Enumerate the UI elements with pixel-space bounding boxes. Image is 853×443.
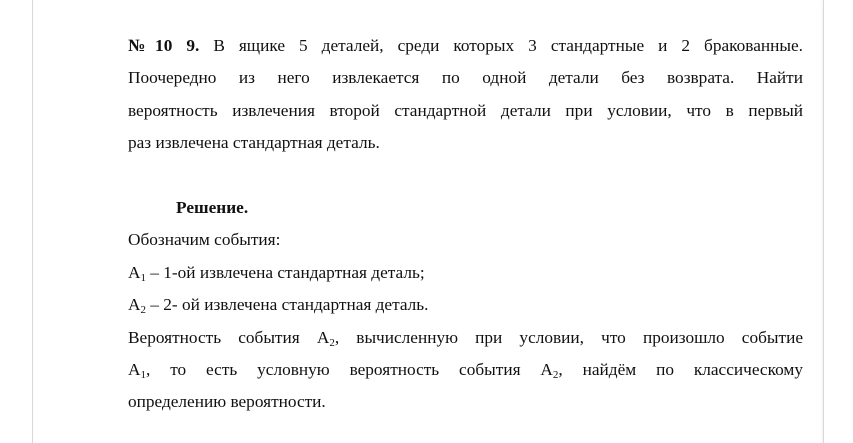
problem-line-2: Поочередно из него извлекается по одной детали без возврата. Найти: [128, 68, 803, 88]
document-text: [128, 30, 803, 419]
problem-number: №10 9.: [128, 36, 200, 55]
document-page[interactable]: [33, 0, 823, 443]
event-1-text: – 1-ой извлечена стандартная деталь;: [145, 262, 425, 282]
prob-line-2-sub-2: 2: [552, 369, 559, 382]
event-2: [128, 289, 803, 321]
prob-line-2-sub-1: 1: [140, 369, 146, 382]
prob-line-2-a: A: [128, 360, 141, 380]
event-2-symbol: A: [128, 295, 141, 315]
blank-line: [128, 160, 803, 192]
right-margin: [823, 0, 853, 443]
event-1-subscript: 1: [140, 271, 146, 284]
left-margin: [0, 0, 33, 443]
prob-line-1-subscript: 2: [329, 336, 335, 349]
events-intro: Обозначим события:: [128, 230, 281, 250]
problem-line-4: раз извлечена стандартная деталь.: [128, 133, 380, 153]
prob-line-2-b: , то есть условную вероятность события A: [145, 360, 553, 380]
event-2-subscript: 2: [140, 304, 146, 317]
problem-text-1: В ящике 5 деталей, среди которых 3 стандартные и 2 бракованные.: [213, 36, 803, 55]
problem-line-1: [128, 30, 803, 62]
probability-line-3: определению вероятности.: [128, 392, 326, 412]
solution-heading: Решение.: [176, 198, 249, 218]
prob-line-2-c: , найдём по классическому: [558, 360, 803, 380]
event-2-text: – 2- ой извлечена стандартная деталь.: [145, 295, 429, 315]
probability-line-2: [128, 354, 803, 386]
prob-line-1-before: Вероятность события A: [128, 327, 330, 347]
probability-line-1: [128, 322, 803, 354]
problem-line-3: вероятность извлечения второй стандартной детали при условии, что в первый: [128, 100, 803, 120]
prob-line-1-after: , вычисленную при условии, что произошло событие: [334, 327, 803, 347]
event-1-symbol: A: [128, 262, 141, 282]
event-1: [128, 257, 803, 289]
